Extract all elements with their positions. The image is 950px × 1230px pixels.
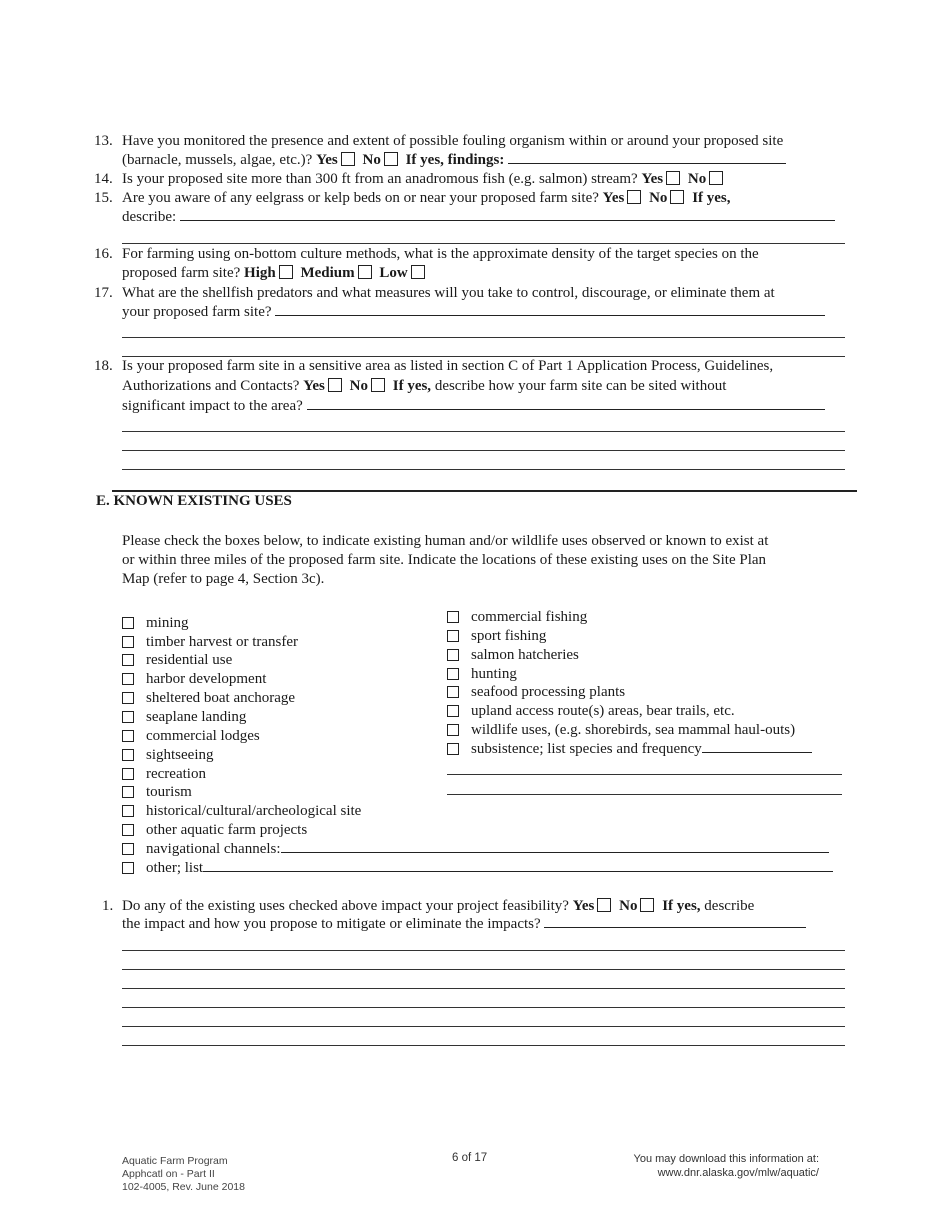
- e-q1-answer-line[interactable]: [122, 1026, 845, 1027]
- use-label: sport fishing: [471, 628, 547, 644]
- q16-text: For farming using on-bottom culture methods, what is the approximate density of the target species on the: [122, 246, 759, 262]
- use-label: seaplane landing: [146, 709, 247, 725]
- use-item-harbor[interactable]: [122, 671, 266, 688]
- page-number: 6 of 17: [452, 1152, 488, 1164]
- q14-yes-checkbox[interactable]: [666, 171, 680, 185]
- use-item-aquatic-farms[interactable]: [122, 822, 307, 839]
- q15-if-yes-label: If yes,: [692, 190, 731, 206]
- use-item-lodges[interactable]: [122, 728, 260, 745]
- q15-describe-label: describe:: [122, 209, 177, 225]
- use-checkbox[interactable]: [122, 824, 134, 836]
- use-checkbox[interactable]: [122, 749, 134, 761]
- footer-right: [600, 1152, 819, 1180]
- use-label: residential use: [146, 652, 233, 668]
- use-label: navigational channels:: [146, 841, 281, 857]
- q18-no-checkbox[interactable]: [371, 378, 385, 392]
- q18-yes-checkbox[interactable]: [328, 378, 342, 392]
- use-checkbox[interactable]: [447, 743, 459, 755]
- q13-yes-checkbox[interactable]: [341, 152, 355, 166]
- e-q1-number: 1.: [102, 898, 114, 914]
- q15-describe-field[interactable]: [180, 220, 835, 221]
- q13-line2: [122, 152, 786, 169]
- use-checkbox[interactable]: [447, 630, 459, 642]
- q14-no-label: No: [687, 171, 707, 187]
- section-e-intro-line: Please check the boxes below, to indicate existing human and/or wildlife uses observed or known to exist at: [122, 533, 769, 549]
- q17-answer-field[interactable]: [275, 315, 825, 316]
- q18-impact-field[interactable]: [307, 409, 825, 410]
- q13-no-label: No: [362, 152, 381, 168]
- other-list-field[interactable]: [203, 871, 833, 872]
- q18-answer-line[interactable]: [122, 469, 845, 470]
- q15-yes-label: Yes: [602, 190, 625, 206]
- q13-prompt: (barnacle, mussels, algae, etc.)?: [122, 152, 313, 168]
- footer-program: Aquatic Farm Program: [122, 1155, 228, 1167]
- use-item-navigational[interactable]: [122, 841, 829, 858]
- e-q1-no-checkbox[interactable]: [640, 898, 654, 912]
- q14-text: Is your proposed site more than 300 ft from an anadromous fish (e.g. salmon) stream?: [122, 171, 638, 187]
- e-q1-answer-line[interactable]: [122, 988, 845, 989]
- use-label: wildlife uses, (e.g. shorebirds, sea mammal haul-outs): [471, 722, 796, 738]
- q16-number: 16.: [94, 246, 113, 262]
- use-item-commercial-fishing[interactable]: [447, 609, 587, 626]
- use-checkbox[interactable]: [122, 843, 134, 855]
- use-label: mining: [146, 615, 189, 631]
- use-label: timber harvest or transfer: [146, 634, 299, 650]
- use-item-hunting[interactable]: [447, 666, 517, 683]
- use-checkbox[interactable]: [122, 654, 134, 666]
- use-item-residential[interactable]: [122, 652, 232, 669]
- use-checkbox[interactable]: [447, 649, 459, 661]
- use-checkbox[interactable]: [447, 668, 459, 680]
- q16-prompt: proposed farm site?: [122, 265, 241, 281]
- use-label: commercial lodges: [146, 728, 260, 744]
- q13-findings-field[interactable]: [508, 163, 786, 164]
- q14-yes-label: Yes: [641, 171, 664, 187]
- e-q1-line2: [122, 916, 806, 933]
- q14-no-checkbox[interactable]: [709, 171, 723, 185]
- footer-download-note: You may download this information at:: [633, 1153, 819, 1165]
- use-checkbox[interactable]: [122, 636, 134, 648]
- use-item-timber[interactable]: [122, 634, 298, 651]
- use-item-recreation[interactable]: [122, 766, 206, 783]
- use-label: sheltered boat anchorage: [146, 690, 296, 706]
- navigational-channels-field[interactable]: [281, 852, 829, 853]
- e-q1-answer-line[interactable]: [122, 1045, 845, 1046]
- section-e-intro-line: Map (refer to page 4, Section 3c).: [122, 571, 325, 587]
- e-q1-if-yes-label: If yes,: [662, 898, 701, 914]
- q17-answer-line[interactable]: [122, 356, 845, 357]
- q16-high-checkbox[interactable]: [279, 265, 293, 279]
- use-label: tourism: [146, 784, 192, 800]
- use-label: other; list: [146, 860, 204, 876]
- e-q1-line: [122, 898, 754, 915]
- use-label: subsistence; list species and frequency: [471, 741, 702, 757]
- use-label: seafood processing plants: [471, 684, 626, 700]
- use-item-seafood-plants[interactable]: [447, 684, 625, 701]
- use-label: commercial fishing: [471, 609, 588, 625]
- q18-impact-label: significant impact to the area?: [122, 398, 303, 414]
- q15-line2: [122, 209, 835, 226]
- q17-line2: [122, 304, 825, 321]
- use-label: sightseeing: [146, 747, 214, 763]
- q18-no-label: No: [349, 378, 368, 394]
- q15-answer-line[interactable]: [122, 243, 845, 244]
- use-checkbox[interactable]: [122, 711, 134, 723]
- use-item-other[interactable]: [122, 860, 833, 877]
- use-label: other aquatic farm projects: [146, 822, 308, 838]
- section-divider: [112, 490, 857, 492]
- use-checkbox[interactable]: [122, 617, 134, 629]
- q18-text: Is your proposed farm site in a sensitive area as listed in section C of Part 1 Application Process, Guidelines,: [122, 358, 774, 374]
- use-checkbox[interactable]: [122, 692, 134, 704]
- q17-answer-line[interactable]: [122, 337, 845, 338]
- section-e-intro-line: or within three miles of the proposed farm site. Indicate the locations of these existing uses on the Site Plan: [122, 552, 767, 568]
- use-item-sightseeing[interactable]: [122, 747, 214, 764]
- q18-number: 18.: [94, 358, 113, 374]
- e-q1-no-label: No: [619, 898, 638, 914]
- q18-prompt: Authorizations and Contacts?: [122, 378, 300, 394]
- subsistence-answer-line[interactable]: [447, 774, 842, 775]
- q17-prompt: your proposed farm site?: [122, 304, 272, 320]
- footer-url-link[interactable]: www.dnr.alaska.gov/mlw/aquatic/: [657, 1167, 819, 1179]
- q16-medium-checkbox[interactable]: [358, 265, 372, 279]
- footer-form-number: 102-4005, Rev. June 2018: [122, 1181, 245, 1193]
- q15-text: Are you aware of any eelgrass or kelp beds on or near your proposed farm site?: [122, 190, 599, 206]
- e-q1-impact-field[interactable]: [544, 927, 806, 928]
- q18-answer-line[interactable]: [122, 431, 845, 432]
- use-item-wildlife[interactable]: [447, 722, 795, 739]
- q17-text: What are the shellfish predators and what measures will you take to control, discourage, or eliminate them at: [122, 285, 775, 301]
- use-label: historical/cultural/archeological site: [146, 803, 362, 819]
- q18-if-yes-label: If yes,: [392, 378, 432, 394]
- q13-yes-label: Yes: [316, 152, 338, 168]
- use-item-sport-fishing[interactable]: [447, 628, 546, 645]
- q18-yes-label: Yes: [303, 378, 325, 394]
- use-label: salmon hatcheries: [471, 647, 579, 663]
- use-item-hatcheries[interactable]: [447, 647, 579, 664]
- footer-application: Apphcatl on - Part II: [122, 1168, 215, 1180]
- use-checkbox[interactable]: [122, 768, 134, 780]
- q16-high-label: High: [244, 265, 276, 281]
- subsistence-answer-line[interactable]: [447, 794, 842, 795]
- section-e-heading: E. KNOWN EXISTING USES: [96, 493, 292, 509]
- q16-low-label: Low: [379, 265, 408, 281]
- use-checkbox[interactable]: [447, 686, 459, 698]
- use-label: upland access route(s) areas, bear trails, etc.: [471, 703, 735, 719]
- q15-no-label: No: [649, 190, 668, 206]
- q13-if-yes-label: If yes, findings:: [405, 152, 505, 168]
- q18-describe-text: describe how your farm site can be sited without: [434, 378, 727, 394]
- use-checkbox[interactable]: [447, 724, 459, 736]
- use-item-subsistence[interactable]: [447, 741, 812, 758]
- use-checkbox[interactable]: [122, 730, 134, 742]
- use-label: hunting: [471, 666, 517, 682]
- footer-left: [122, 1155, 245, 1194]
- q14-line: [122, 171, 727, 188]
- e-q1-answer-line[interactable]: [122, 1007, 845, 1008]
- q13-number: 13.: [94, 133, 113, 149]
- use-label: harbor development: [146, 671, 267, 687]
- q14-number: 14.: [94, 171, 113, 187]
- use-checkbox[interactable]: [122, 673, 134, 685]
- e-q1-answer-line[interactable]: [122, 950, 845, 951]
- q13-text: Have you monitored the presence and extent of possible fouling organism within or around your proposed site: [122, 133, 784, 149]
- q13-no-checkbox[interactable]: [384, 152, 398, 166]
- q16-low-checkbox[interactable]: [411, 265, 425, 279]
- e-q1-text: Do any of the existing uses checked above impact your project feasibility?: [122, 898, 569, 914]
- q18-line2: [122, 378, 726, 395]
- e-q1-yes-label: Yes: [572, 898, 595, 914]
- q15-yes-checkbox[interactable]: [627, 190, 641, 204]
- use-checkbox[interactable]: [447, 611, 459, 623]
- use-item-anchorage[interactable]: [122, 690, 295, 707]
- use-checkbox[interactable]: [122, 805, 134, 817]
- q15-number: 15.: [94, 190, 113, 206]
- q16-line2: [122, 265, 429, 282]
- use-checkbox[interactable]: [122, 862, 134, 874]
- use-checkbox[interactable]: [122, 786, 134, 798]
- subsistence-field[interactable]: [702, 752, 812, 753]
- q16-medium-label: Medium: [300, 265, 355, 281]
- use-item-tourism[interactable]: [122, 784, 192, 801]
- use-item-historical[interactable]: [122, 803, 361, 820]
- use-item-upland-access[interactable]: [447, 703, 735, 720]
- use-label: recreation: [146, 766, 206, 782]
- e-q1-yes-checkbox[interactable]: [597, 898, 611, 912]
- e-q1-impact-label: the impact and how you propose to mitigate or eliminate the impacts?: [122, 916, 541, 932]
- q17-number: 17.: [94, 285, 113, 301]
- use-item-seaplane[interactable]: [122, 709, 246, 726]
- use-checkbox[interactable]: [447, 705, 459, 717]
- q15-line: [122, 190, 731, 207]
- use-item-mining[interactable]: [122, 615, 189, 632]
- q18-answer-line[interactable]: [122, 450, 845, 451]
- e-q1-answer-line[interactable]: [122, 969, 845, 970]
- q15-no-checkbox[interactable]: [670, 190, 684, 204]
- e-q1-describe: describe: [704, 898, 755, 914]
- q18-line3: [122, 398, 825, 415]
